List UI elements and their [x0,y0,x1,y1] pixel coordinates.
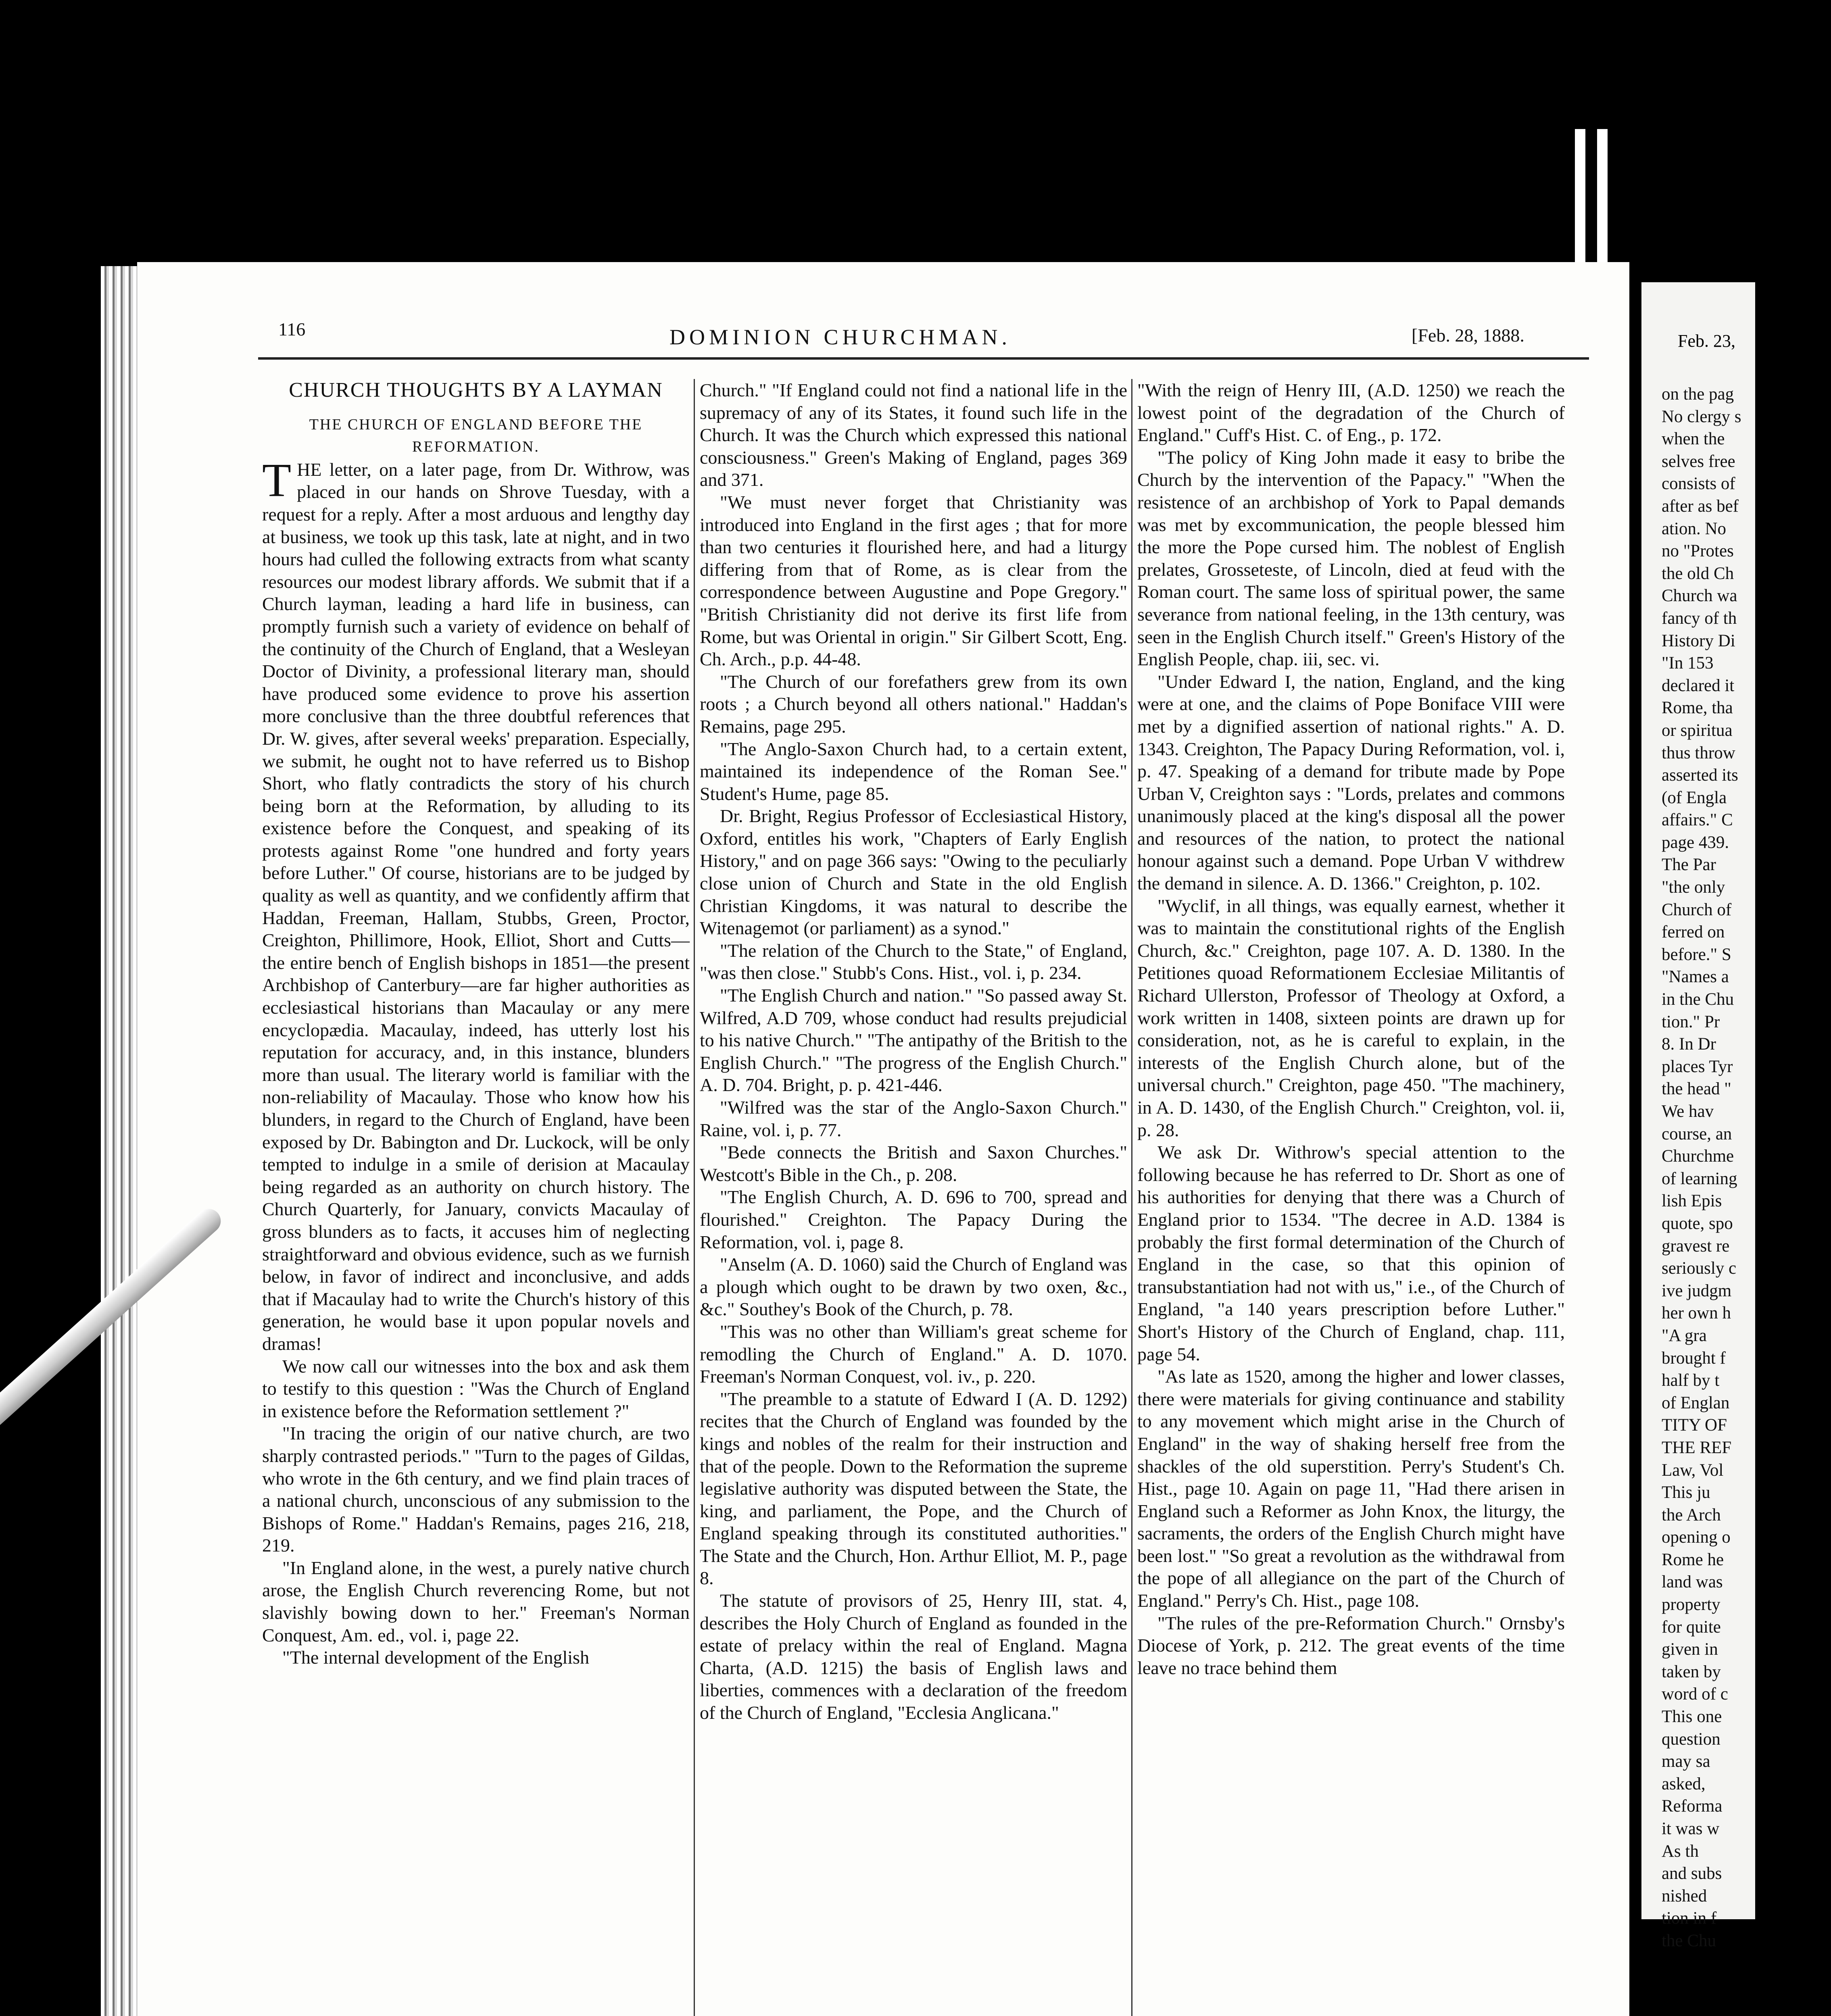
facing-page-line: given in [1662,1640,1718,1659]
facing-page-line: places Tyr [1662,1057,1733,1076]
facing-page-line: "In 153 [1662,654,1714,673]
facing-page-line: (of Engla [1662,788,1727,807]
facing-page-line: her own h [1662,1304,1731,1323]
paragraph: Church." "If England could not find a national life in the supremacy of any of its States, it found such life in the Church. It was the Church which expressed this national consciousness." Green's Making of England, pages 369 and 371. [700,380,1127,490]
facing-page-line: Church of [1662,900,1732,919]
facing-page-line: of learning [1662,1169,1737,1188]
paragraph: "We must never forget that Christianity was introduced into England in the first ages ; that for more than two centuries it flourished here, and had a liturgy differing from that of Rome, as is clear from the correspondence between Augustine and Pope Gregory." "British Christianity did not derive its first life from Rome, but was Oriental in origin." Sir Gilbert Scott, Eng. Ch. Arch., p.p. 44-48. [700,492,1127,670]
facing-page-line: 8. In Dr [1662,1035,1716,1054]
book-spine-page-edges [101,266,137,2016]
facing-page-line: History Di [1662,631,1735,650]
facing-page-line: property [1662,1595,1720,1614]
paragraph: "Under Edward I, the nation, England, and the king were at one, and the claims of Pope Boniface VIII were met by a dignified assertion of national rights." A. D. 1343. Creighton, The Papacy During Reformation, vol. i, p. 47. Speaking of a demand for tribute made by Pope Urban V, Creighton says : "Lords, prelates and commons unanimously placed at the king's disposal all the power and resources of the nation, to protect the national honour against such a demand. Pope Urban V withdrew the demand in silence. A. D. 1366." Creighton, p. 102. [1137,671,1565,894]
facing-page-line: Churchme [1662,1147,1734,1166]
paragraph: "In England alone, in the west, a purely native church arose, the English Church reverencing Rome, but not slavishly bowing down to her." Freeman's Norman Conquest, Am. ed., vol. i, page 22. [262,1557,690,1645]
facing-page-line: "the only [1662,878,1725,897]
facing-page-line: selves free [1662,452,1735,471]
paragraph: "The English Church, A. D. 696 to 700, spread and flourished." Creighton. The Papacy During the Reformation, vol. i, page 8. [700,1187,1127,1252]
facing-page-line: "A gra [1662,1326,1707,1345]
facing-page-line: on the pag [1662,385,1734,404]
facing-page-line: in the Chu [1662,990,1734,1009]
facing-page-line: brought f [1662,1348,1726,1368]
facing-page-fragment [1641,282,1755,1950]
paragraph: "The relation of the Church to the State," of England, "was then close." Stubb's Cons. Hist., vol. i, p. 234. [700,940,1127,983]
facing-page-line: when the [1662,429,1725,449]
facing-page-line: the Chu [1662,1931,1716,1950]
facing-page-line: Rome he [1662,1550,1724,1569]
facing-page-line: declared it [1662,676,1735,695]
facing-page-line: "Names a [1662,967,1729,987]
paragraph: We ask Dr. Withrow's special attention to the following because he has referred to Dr. Short as one of his authorities for denying that there was a Church of England prior to 1534. "The decree in A.D. 1384 is probably the first formal determination of the Church of England in the case, so that this opinion of transubstantiation had not with us," i.e., of the Church of England, "a 140 years prescription before Luther." Short's History of the Church of England, chap. 111, page 54. [1137,1142,1565,1364]
newspaper-page [137,262,1629,2016]
paragraph: "The preamble to a statute of Edward I (A. D. 1292) recites that the Church of England was founded by the kings and nobles of the realm for their instruction and that of the people. Down to the Reformation the supreme legislative authority was disputed between the State, the king, and parliament, the Pope, and the Church of England speaking through its constituted authorities." The State and the Church, Hon. Arthur Elliot, M. P., page 8. [700,1388,1127,1589]
facing-page-line: and subs [1662,1864,1722,1883]
facing-page-line: page 439. [1662,833,1729,852]
facing-page-line: asserted its [1662,766,1738,785]
issue-date: [Feb. 28, 1888. [1412,325,1524,346]
article-title: CHURCH THOUGHTS BY A LAYMAN [289,379,663,402]
facing-page-text [1662,383,1831,1952]
column-2 [700,379,1127,1724]
header-rule [258,357,1589,360]
paragraph: "The Church of our forefathers grew from its own roots ; a Church beyond all others national." Haddan's Remains, page 295. [700,671,1127,737]
paragraph: We now call our witnesses into the box and ask them to testify to this question : "Was the Church of England in existence before the Reformation settlement ?" [262,1356,690,1421]
paragraph: "The Anglo-Saxon Church had, to a certain extent, maintained its independence of the Roman See." Student's Hume, page 85. [700,738,1127,804]
facing-page-line: word of c [1662,1685,1728,1704]
paragraph: Dr. Bright, Regius Professor of Ecclesiastical History, Oxford, entitles his work, "Chapters of Early English History," and on page 366 says: "Owing to the peculiarly close union of Church and State in the old English Christian Kingdoms, it was natural to describe the Witenagemot (or parliament) as a synod." [700,806,1127,939]
column-divider [694,379,695,2016]
paragraph: "The policy of King John made it easy to bribe the Church by the intervention of the Papacy." "When the resistence of an archbishop of York to Papal demands was met by excommunication, the people blessed him the more the Pope cursed him. The noblest of English prelates, Grosseteste, of Lincoln, died at feud with the Roman court. The same loss of spiritual power, the same severance from national feeling, in the 13th century, was seen in the English Church itself." Green's History of the English People, chap. iii, sec. vi. [1137,447,1565,670]
facing-page-line: tion in f [1662,1909,1717,1928]
facing-page-line: Rome, tha [1662,698,1733,718]
facing-page-line: for quite [1662,1617,1721,1637]
paragraph: "In tracing the origin of our native church, are two sharply contrasted periods." "Turn to the pages of Gildas, who wrote in the 6th century, and we find plain traces of a national church, unconscious of any submission to the Bishops of Rome." Haddan's Remains, pages 216, 218, 219. [262,1423,690,1556]
facing-page-line: of Englan [1662,1393,1730,1412]
facing-page-line: This ju [1662,1483,1710,1502]
column-1 [262,379,690,1669]
paragraph: The statute of provisors of 25, Henry III, stat. 4, describes the Holy Church of England as founded in the estate of prelacy within the real of England. Magna Charta, (A.D. 1215) the basis of English laws and liberties, commences with a declaration of the freedom of the Church of England, "Ecclesia Anglicana." [700,1590,1127,1723]
facing-page-line: or spiritua [1662,721,1733,740]
facing-page-line: As th [1662,1841,1699,1861]
paragraph: "The English Church and nation." "So passed away St. Wilfred, A.D 709, whose conduct had results prejudicial to his native Church." "The antipathy of the British to the English Church." "The progress of the English Church." A. D. 704. Bright, p. p. 421-446. [700,985,1127,1095]
film-marker-bar [1597,129,1608,262]
paragraph: "As late as 1520, among the higher and lower classes, there were materials for giving continuance and stability to any movement which might arise in the Church of England" in the way of shaking herself free from the shackles of the old superstition. Perry's Student's Ch. Hist., page 10. Again on page 11, "Had there arisen in England such a Reformer as John Knox, the liturgy, the sacraments, the orders of the English Church might have been lost." "So great a revolution as the withdrawal from the pope of all allegiance on the part of the Church of England." Perry's Ch. Hist., page 108. [1137,1366,1565,1611]
facing-page-line: fancy of th [1662,608,1737,628]
masthead: DOMINION CHURCHMAN. [669,325,1011,349]
facing-page-line: nished [1662,1886,1707,1906]
facing-page-line: quote, spo [1662,1214,1733,1233]
facing-page-line: the head " [1662,1079,1731,1099]
paragraph: "With the reign of Henry III, (A.D. 1250) we reach the lowest point of the degradation of the Church of England." Cuff's Hist. C. of Eng., p. 172. [1137,380,1565,446]
facing-page-line: before." S [1662,945,1731,964]
facing-page-line: course, an [1662,1124,1732,1143]
facing-page-line: Reforma [1662,1797,1723,1816]
facing-page-line: affairs." C [1662,810,1733,830]
column-3 [1137,379,1565,1679]
paragraph: "Anselm (A. D. 1060) said the Church of England was a plough which ought to be drawn by two oxen, &c., &c." Southey's Book of the Church, p. 78. [700,1254,1127,1320]
facing-page-line: ive judgm [1662,1281,1732,1300]
facing-page-line: asked, [1662,1774,1706,1793]
facing-page-line: no "Protes [1662,541,1734,561]
facing-page-line: seriously c [1662,1259,1737,1278]
facing-page-line: ferred on [1662,923,1725,942]
page-header [137,262,1629,355]
facing-page-line: The Par [1662,855,1716,875]
facing-page-line: tion." Pr [1662,1012,1720,1031]
page-number: 116 [278,319,306,339]
facing-page-line: Law, Vol [1662,1460,1724,1480]
paragraph: "Bede connects the British and Saxon Churches." Westcott's Bible in the Ch., p. 208. [700,1142,1127,1185]
facing-page-line: gravest re [1662,1236,1730,1256]
facing-page-line: No clergy s [1662,407,1741,426]
facing-page-line: land was [1662,1572,1723,1592]
paragraph: "Wilfred was the star of the Anglo-Saxon Church." Raine, vol. i, p. 77. [700,1097,1127,1140]
drop-cap: T [262,453,292,506]
facing-page-line: the old Ch [1662,564,1734,583]
facing-page-line: after as bef [1662,496,1739,516]
facing-page-line: may sa [1662,1752,1710,1771]
facing-page-header: Feb. 23, [1678,331,1735,351]
facing-page-line: Church wa [1662,586,1737,606]
facing-page-line: We hav [1662,1102,1714,1121]
facing-page-line: the Arch [1662,1505,1721,1524]
paragraph: THE letter, on a later page, from Dr. Withrow, was placed in our hands on Shrove Tuesday, with a request for a reply. After a most arduous and lengthy day at business, we took up this task, late at night, and in two hours had culled the following extracts from what scanty resources our modest library affords. We submit that if a Church layman, leading a hard life in business, can promptly furnish such a variety of evidence on behalf of the continuity of the Church of England, that a Wesleyan Doctor of Divinity, a professional literary man, should have produced some evidence to prove his assertion more conclusive than the three doubtful references that Dr. W. gives, after several weeks' preparation. Especially, we submit, he ought not to have referred us to Bishop Short, who flatly contradicts the story of his church being born at the Reformation, by alluding to its existence before the Conquest, and speaking of its protests against Rome "one hundred and forty years before Luther." Of course, historians are to be judged by quality as well as quantity, and we confidently affirm that Haddan, Freeman, Hallam, Stubbs, Green, Proctor, Creighton, Phillimore, Hook, Elliot, Short and Cutts—the entire bench of English bishops in 1851—the present Archbishop of Canterbury—are far higher authorities as ecclesiastical historians than Macaulay or any mere encyclopædia. Macaulay, indeed, has utterly lost his reputation for accuracy, and, in this instance, blunders more than usual. The literary world is familiar with the non-reliability of Macaulay. Those who know how his blunders, in regard to the Church of England, have been exposed by Dr. Babington and Dr. Luckock, will be only tempted to indulge in a smile of derision at Macaulay being regarded as an authority on church history. The Church Quarterly, for January, convicts Macaulay of gross blunders as to facts, it accuses him of neglecting straightforward and obvious evidence, such as we furnish below, in favor of indirect and inconclusive, and adds that if Macaulay had to write the Church's history of this generation, he would base it upon popular novels and dramas! [262,453,690,1354]
facing-page-line: lish Epis [1662,1191,1722,1211]
facing-page-line: question [1662,1729,1720,1749]
paragraph: "The rules of the pre-Reformation Church." Ornsby's Diocese of York, p. 212. The great events of the time leave no trace behind them [1137,1612,1565,1678]
film-marker-bar [1575,129,1585,262]
facing-page-line: TITY OF [1662,1416,1727,1435]
facing-page-line: opening o [1662,1528,1731,1547]
column-divider [1131,379,1132,2016]
paragraph: "This was no other than William's great scheme for remodling the Church of England." A. D. 1070. Freeman's Norman Conquest, vol. iv., p. 220. [700,1321,1127,1387]
facing-page-line: half by t [1662,1371,1720,1390]
paragraph: "Wyclif, in all things, was equally earnest, whether it was to maintain the constitutional rights of the English Church, &c." Creighton, page 107. A. D. 1380. In the Petitiones quoad Reformationem Ecclesiae Militantis of Richard Ullerston, Professor of Theology at Oxford, a work written in 1408, sixteen points are drawn up for consideration, not, as he is careful to explain, in the interests of the English Church alone, but of the universal church." Creighton, page 450. "The machinery, in A. D. 1430, of the English Church." Creighton, vol. ii, p. 28. [1137,895,1565,1140]
facing-page-line: taken by [1662,1662,1721,1681]
facing-page-line: thus throw [1662,743,1735,762]
facing-page-line: This one [1662,1707,1722,1727]
facing-page-line: it was w [1662,1819,1720,1838]
facing-page-line: THE REF [1662,1438,1732,1457]
article-subtitle: THE CHURCH OF ENGLAND BEFORE THE REFORMATION. [309,416,643,456]
paragraph: "The internal development of the English [282,1647,589,1668]
facing-page-line: ation. No [1662,519,1727,538]
facing-page-line: consists of [1662,474,1735,494]
